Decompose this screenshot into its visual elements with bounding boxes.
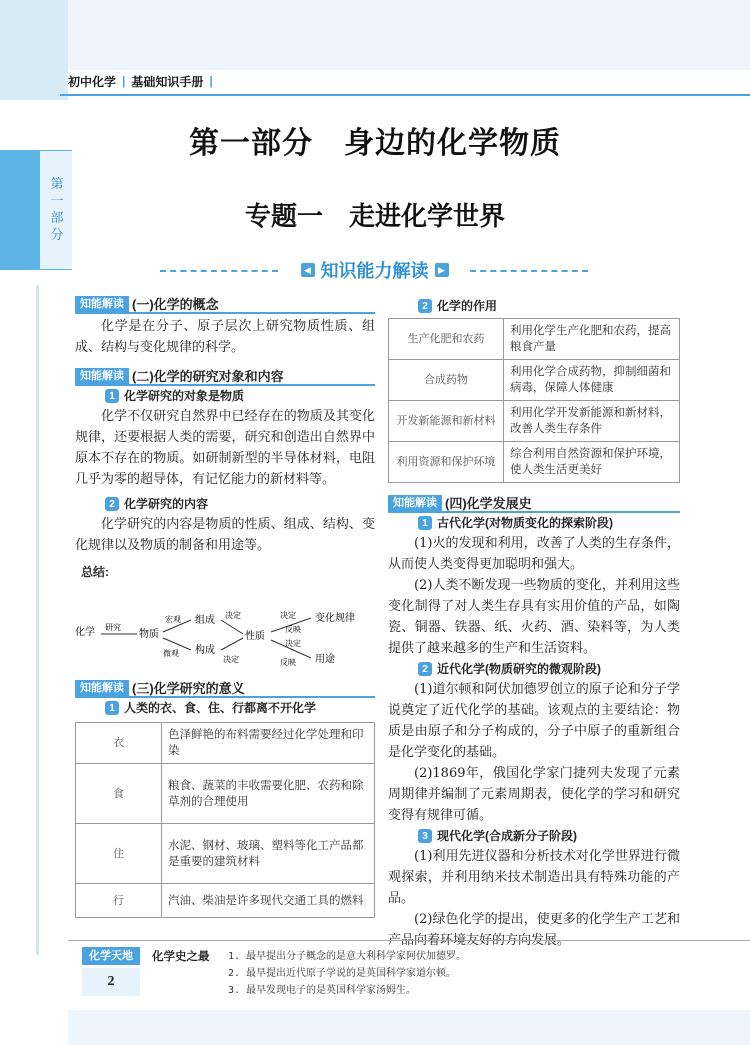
sub-heading [388,296,680,316]
flow-node: 组成 [195,615,215,626]
table-value: 色泽鲜艳的布料需要经过化学处理和印染 [162,723,375,764]
bottom-band [68,1010,750,1045]
table-row [76,723,375,764]
side-tab-char: 第 [50,176,64,191]
top-band-stripe [0,0,68,100]
sub-heading [388,826,680,846]
table-row [76,764,375,824]
table-row [389,442,680,483]
sub-heading-title: 人类的衣、食、住、行都离不开化学 [124,700,317,715]
section-heading-4 [388,495,680,513]
section-heading-3 [75,680,375,698]
flow-arrow-label: 决定 [225,611,241,620]
paragraph: (2)1869年，俄国化学家门捷列夫发现了元素周期律并编制了元素周期表，使化学的学习和研究变得有规律可循。 [388,766,680,823]
section-title: (二)化学的研究对象和内容 [132,368,284,384]
table-value: 汽油、柴油是许多现代交通工具的燃料 [162,884,375,918]
chemistry-role-table [388,318,680,483]
number-badge: 2 [418,662,432,676]
triangle-left-icon: ◀ [301,263,315,277]
sub-heading [388,659,680,679]
paragraph: (2)人类不断发现一些物质的变化，并利用这些变化制得了对人类生存具有实用价值的产品，如陶瓷、铜器、铁器、纸、火药、酒、染料等，为人类提供了越来越多的生产和生活资料。 [388,578,680,656]
sub-heading-title: 化学的作用 [437,298,498,313]
fact-label: 化学史之最 [152,951,210,963]
flow-node: 物质 [139,629,159,640]
table-key: 衣 [76,723,162,764]
table-row [76,884,375,918]
flow-node: 用途 [315,654,335,665]
daily-life-table [75,722,375,918]
table-key: 住 [76,824,162,884]
sub-heading-title: 古代化学(对物质变化的探索阶段) [437,515,613,530]
sub-heading [75,698,375,718]
summary-flow-diagram [75,610,375,670]
flow-arrow-label: 反映 [280,658,296,667]
header-rule [60,94,750,96]
flow-node: 变化规律 [315,613,355,624]
side-tab-char: 部 [50,210,64,225]
part-title: 第一部分 身边的化学物质 [189,127,561,160]
page-number: 2 [82,968,140,996]
number-badge: 2 [418,299,432,313]
section-badge: 知能解读 [388,495,442,511]
section-badge: 知能解读 [75,680,129,696]
side-tab-char: 分 [50,227,64,242]
fact-item: 2. 最早提出近代原子学说的是英国科学家道尔顿。 [228,968,457,979]
sub-heading-title: 化学研究的对象是物质 [124,388,245,403]
header-part: 基础知识手册 [131,74,204,89]
table-key: 生产化肥和农药 [389,319,504,360]
table-key: 利用资源和保护环境 [389,442,504,483]
section-banner [282,257,467,283]
flow-arrow-label: 研究 [105,623,121,632]
table-row [389,401,680,442]
summary-label: 总结: [81,565,109,579]
right-column [388,296,680,951]
sub-heading [75,386,375,406]
sub-heading [75,494,375,514]
side-decoration-line [36,285,39,955]
table-key: 行 [76,884,162,918]
section-badge: 知能解读 [75,368,129,384]
flow-arrow [221,620,243,634]
flow-arrow-label: 微观 [163,649,179,658]
paragraph: (1)火的发现和利用，改善了人类的生存条件，从而使人类变得更加聪明和强大。 [388,536,680,572]
section-heading-2 [75,368,375,386]
topic-title: 专题一 走进化学世界 [244,201,505,231]
header-separator: | [122,74,126,88]
flow-node: 化学 [75,627,95,638]
flow-arrow-label: 决定 [280,611,296,620]
section-title: (四)化学发展史 [445,495,532,511]
header-separator-end: | [209,74,213,88]
table-key: 开发新能源和新材料 [389,401,504,442]
flow-node: 性质 [245,631,265,642]
banner-dash-left [160,270,278,272]
table-value: 综合利用自然资源和保护环境，使人类生活更美好 [504,442,680,483]
fact-list [228,948,466,999]
banner-title: 知识能力解读 [320,261,429,281]
paragraph: (1)道尔顿和阿伏加德罗创立的原子论和分子学说奠定了近代化学的基础。该观点的主要结论：物质是由原子和分子构成的，分子中原子的重新组合是化学变化的基础。 [388,682,680,760]
paragraph: 化学不仅研究自然界中已经存在的物质及其变化规律，还要根据人类的需要，研究和创造出自然界中原本不存在的物质。如研制新型的半导体材料，电阻几乎为零的超导体，有记忆能力的新材料等。 [75,409,375,487]
table-row [389,360,680,401]
footer-badge: 化学天地 [82,947,140,965]
flow-arrow-label: 宏观 [165,615,181,624]
left-column-lower [75,680,375,918]
running-header [68,70,213,92]
banner-dash-right [470,270,588,272]
number-badge: 2 [105,497,119,511]
fact-item: 1. 最早提出分子概念的是意大利科学家阿伏加德罗。 [228,951,467,962]
fact-item: 3. 最早发现电子的是英国科学家汤姆生。 [228,985,417,996]
paragraph: (1)利用先进仪器和分析技术对化学世界进行微观探索，并利用纳米技术制造出具有特殊功能的产品。 [388,849,680,906]
number-badge: 1 [418,516,432,530]
top-band [0,0,750,70]
table-row [76,824,375,884]
number-badge: 3 [418,829,432,843]
flow-arrow-label: 决定 [285,639,301,648]
paragraph: (2)绿色化学的提出，使更多的化学生产工艺和产品向着环境友好的方向发展。 [388,912,680,948]
sub-heading [388,513,680,533]
flow-arrow-label: 反映 [285,625,301,634]
number-badge: 1 [105,701,119,715]
table-value: 粮食、蔬菜的丰收需要化肥、农药和除草剂的合理使用 [162,764,375,824]
paragraph: 化学研究的内容是物质的性质、组成、结构、变化规律以及物质的制备和用途等。 [75,517,375,553]
sub-heading-title: 化学研究的内容 [124,496,209,511]
number-badge: 1 [105,389,119,403]
header-book: 初中化学 [68,74,117,89]
left-column [75,296,375,583]
table-key: 合成药物 [389,360,504,401]
table-value: 利用化学生产化肥和农药，提高粮食产量 [504,319,680,360]
section-title: (一)化学的概念 [132,296,219,312]
table-value: 利用化学开发新能源和新材料，改善人类生存条件 [504,401,680,442]
table-value: 利用化学合成药物，抑制细菌和病毒，保障人体健康 [504,360,680,401]
table-row [389,319,680,360]
sub-heading-title: 近代化学(物质研究的微观阶段) [437,661,601,676]
section-badge: 知能解读 [75,296,129,312]
flow-arrow-label: 决定 [223,655,239,664]
section-heading-1 [75,296,375,314]
paragraph: 化学是在分子、原子层次上研究物质性质、组成、结构与变化规律的科学。 [75,319,375,355]
flow-arrow [221,638,243,650]
side-tab-char: 一 [50,193,64,208]
flow-node: 构成 [195,645,215,656]
footer-rule [68,940,750,941]
triangle-right-icon: ▶ [435,263,449,277]
sub-heading-title: 现代化学(合成新分子阶段) [437,828,577,843]
section-title: (三)化学研究的意义 [132,680,245,696]
table-key: 食 [76,764,162,824]
table-value: 水泥、钢材、玻璃、塑料等化工产品都是重要的建筑材料 [162,824,375,884]
